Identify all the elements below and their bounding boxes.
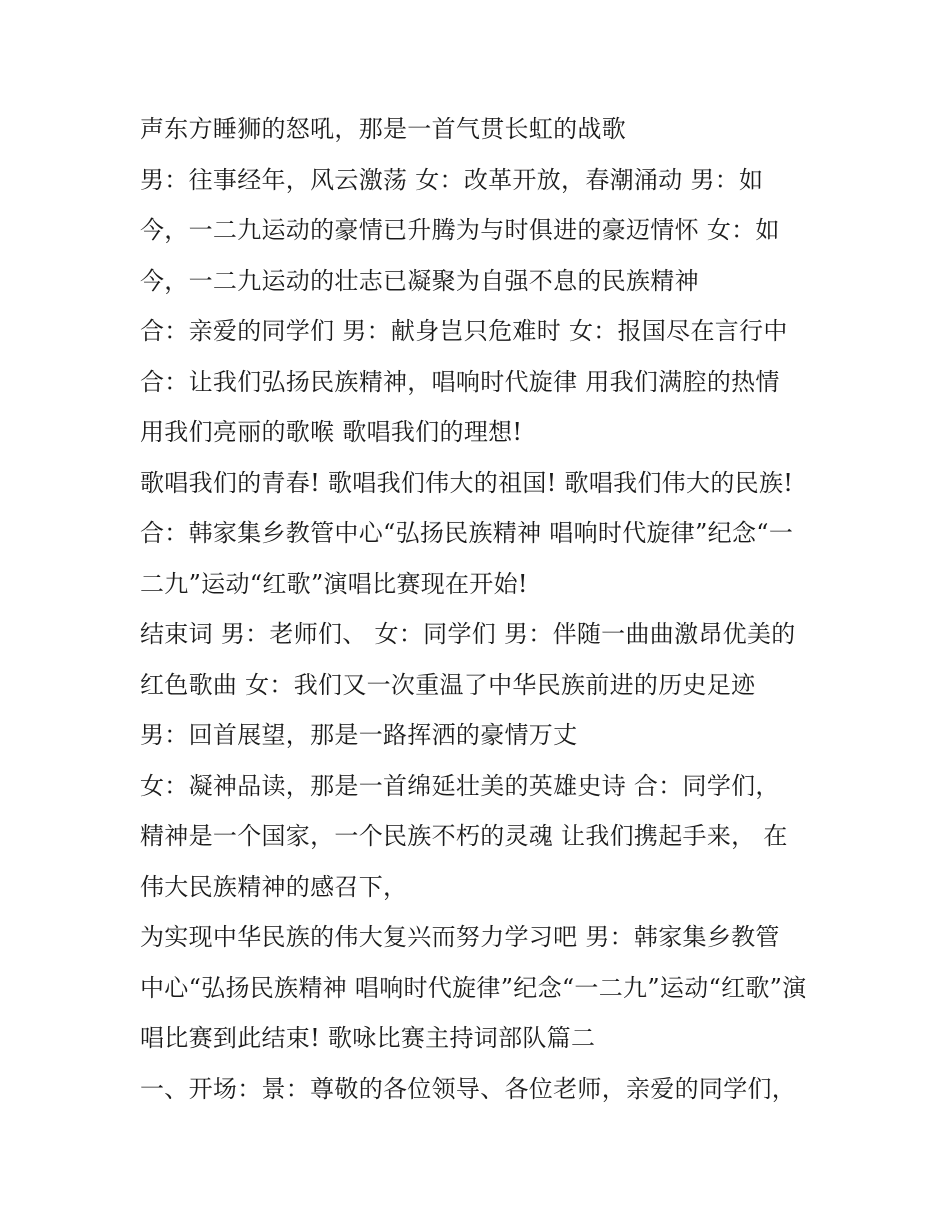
text-line: 结束词 男：老师们、 女：同学们 男：伴随一曲曲激昂优美的: [140, 620, 796, 648]
text-line: 今，一二九运动的壮志已凝聚为自强不息的民族精神: [140, 266, 699, 295]
text-line: 唱比赛到此结束! 歌咏比赛主持词部队篇二: [140, 1024, 596, 1052]
text-line: 二九”运动“红歌”演唱比赛现在开始!: [140, 569, 528, 598]
text-line: 声东方睡狮的怒吼，那是一首气贯长虹的战歌: [140, 115, 626, 143]
text-line: 合：让我们弘扬民族精神，唱响时代旋律 用我们满腔的热情: [140, 367, 780, 396]
text-line: 中心“弘扬民族精神 唱响时代旋律”纪念“一二九”运动“红歌”演: [140, 973, 807, 1002]
text-line: 伟大民族精神的感召下，: [140, 872, 408, 901]
text-line: 精神是一个国家，一个民族不朽的灵魂 让我们携起手来， 在: [140, 822, 788, 850]
document-body: [140, 108, 830, 1118]
text-line: 一、开场：景：尊敬的各位领导、各位老师，亲爱的同学们，: [140, 1074, 797, 1103]
text-line: 合：亲爱的同学们 男：献身岂只危难时 女：报国尽在言行中: [140, 317, 788, 345]
text-line: 合：韩家集乡教管中心“弘扬民族精神 唱响时代旋律”纪念“一: [140, 519, 794, 547]
text-line: 歌唱我们的青春! 歌唱我们伟大的祖国! 歌唱我们伟大的民族!: [140, 468, 794, 497]
text-line: 男：往事经年，风云激荡 女：改革开放，春潮涌动 男：如: [140, 165, 764, 194]
text-line: 今，一二九运动的豪情已升腾为与时俱进的豪迈情怀 女：如: [140, 216, 780, 244]
text-line: 红色歌曲 女：我们又一次重温了中华民族前进的历史足迹: [140, 670, 756, 699]
text-line: 男：回首展望，那是一路挥洒的豪情万丈: [140, 721, 578, 749]
text-line: 女：凝神品读，那是一首绵延壮美的英雄史诗 合：同学们，: [140, 771, 780, 800]
text-line: 用我们亮丽的歌喉 歌唱我们的理想!: [140, 418, 523, 446]
text-line: 为实现中华民族的伟大复兴而努力学习吧 男：韩家集乡教管: [140, 923, 780, 951]
